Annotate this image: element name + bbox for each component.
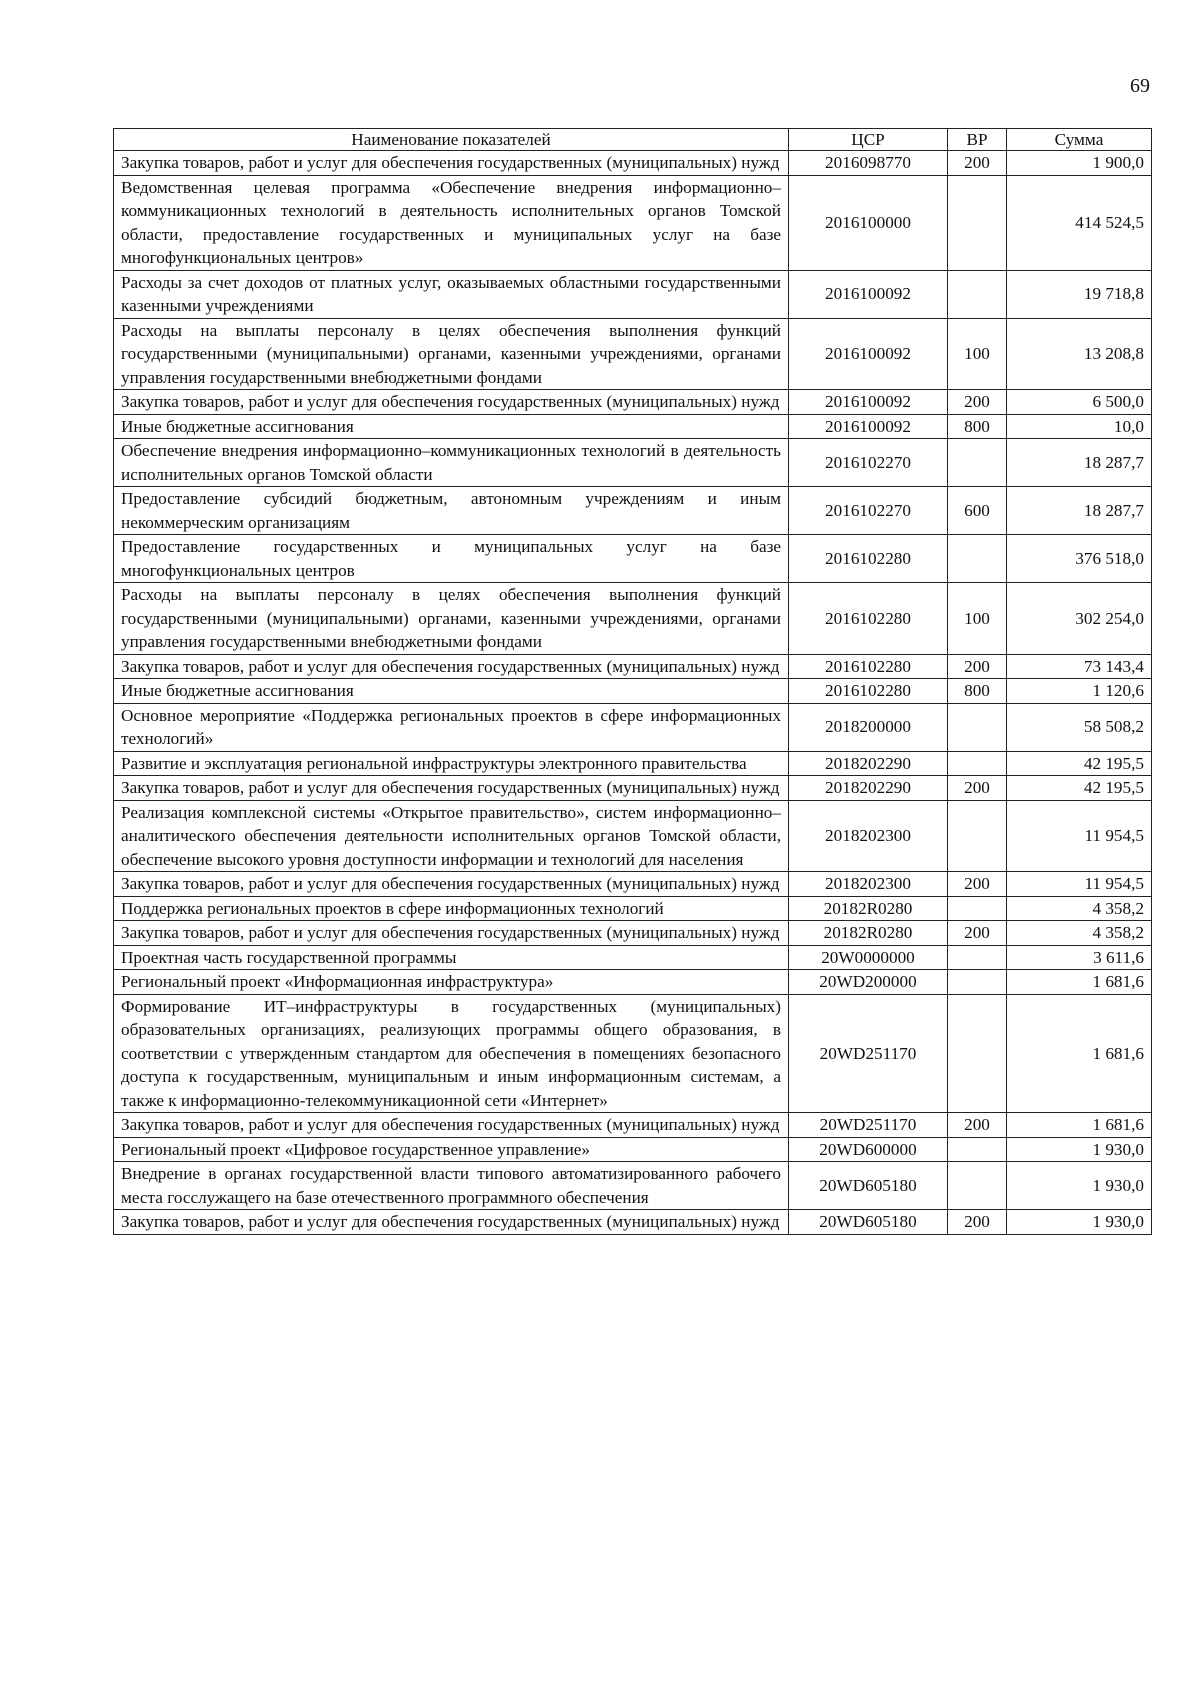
cell-csr: 2016098770 [789, 151, 948, 176]
cell-vr [948, 703, 1007, 751]
budget-table [113, 128, 1152, 1235]
cell-sum: 1 681,6 [1007, 1113, 1152, 1138]
table-row [114, 270, 1152, 318]
cell-vr [948, 994, 1007, 1113]
cell-vr: 100 [948, 318, 1007, 390]
table-row [114, 994, 1152, 1113]
table-row [114, 896, 1152, 921]
cell-name: Развитие и эксплуатация региональной инфраструктуры электронного правительства [114, 751, 789, 776]
cell-name: Внедрение в органах государственной власти типового автоматизированного рабочего места госслужащего на базе отечественного программного обеспечения [114, 1162, 789, 1210]
table-row [114, 800, 1152, 872]
cell-vr [948, 439, 1007, 487]
cell-sum: 11 954,5 [1007, 872, 1152, 897]
cell-csr: 2016102280 [789, 535, 948, 583]
table-row [114, 318, 1152, 390]
cell-csr: 20WD200000 [789, 970, 948, 995]
cell-csr: 2018202290 [789, 751, 948, 776]
table-row [114, 1162, 1152, 1210]
cell-csr: 2018202300 [789, 872, 948, 897]
cell-name: Поддержка региональных проектов в сфере информационных технологий [114, 896, 789, 921]
cell-sum: 1 930,0 [1007, 1162, 1152, 1210]
cell-sum: 3 611,6 [1007, 945, 1152, 970]
table-row [114, 583, 1152, 655]
table-row [114, 679, 1152, 704]
cell-csr: 20W0000000 [789, 945, 948, 970]
cell-csr: 2016102270 [789, 487, 948, 535]
cell-csr: 2016100092 [789, 270, 948, 318]
cell-name: Иные бюджетные ассигнования [114, 414, 789, 439]
cell-vr: 200 [948, 1210, 1007, 1235]
cell-sum: 19 718,8 [1007, 270, 1152, 318]
cell-sum: 4 358,2 [1007, 921, 1152, 946]
cell-csr: 20WD605180 [789, 1210, 948, 1235]
header-vr: ВР [948, 129, 1007, 151]
cell-sum: 42 195,5 [1007, 776, 1152, 801]
cell-vr: 200 [948, 654, 1007, 679]
table-row [114, 751, 1152, 776]
header-name: Наименование показателей [114, 129, 789, 151]
table-body [114, 151, 1152, 1235]
cell-sum: 1 681,6 [1007, 994, 1152, 1113]
cell-name: Закупка товаров, работ и услуг для обеспечения государственных (муниципальных) нужд [114, 776, 789, 801]
cell-vr [948, 1162, 1007, 1210]
table-row [114, 1113, 1152, 1138]
cell-name: Региональный проект «Цифровое государственное управление» [114, 1137, 789, 1162]
cell-csr: 20182R0280 [789, 921, 948, 946]
cell-name: Закупка товаров, работ и услуг для обеспечения государственных (муниципальных) нужд [114, 390, 789, 415]
cell-vr: 200 [948, 776, 1007, 801]
cell-vr: 800 [948, 679, 1007, 704]
cell-vr [948, 800, 1007, 872]
cell-csr: 2016102280 [789, 679, 948, 704]
cell-vr: 200 [948, 390, 1007, 415]
table-row [114, 872, 1152, 897]
cell-csr: 2018202290 [789, 776, 948, 801]
table-row [114, 776, 1152, 801]
table-row [114, 945, 1152, 970]
cell-vr [948, 1137, 1007, 1162]
header-sum: Сумма [1007, 129, 1152, 151]
table-row [114, 535, 1152, 583]
cell-sum: 1 120,6 [1007, 679, 1152, 704]
cell-name: Формирование ИТ–инфраструктуры в государственных (муниципальных) образовательных организациях, реализующих программы общего образования, в соответствии с утвержденным стандартом для обеспечения в помещениях безопасного доступа к государственным, муниципальным и иным информационным системам, а также к информационно-телекоммуникационной сети «Интернет» [114, 994, 789, 1113]
cell-csr: 2016102280 [789, 583, 948, 655]
cell-vr: 800 [948, 414, 1007, 439]
cell-vr: 200 [948, 1113, 1007, 1138]
table-row [114, 1137, 1152, 1162]
cell-sum: 1 681,6 [1007, 970, 1152, 995]
table-row [114, 654, 1152, 679]
cell-csr: 20WD251170 [789, 994, 948, 1113]
cell-sum: 13 208,8 [1007, 318, 1152, 390]
cell-sum: 414 524,5 [1007, 175, 1152, 270]
cell-name: Обеспечение внедрения информационно–коммуникационных технологий в деятельность исполнительных органов Томской области [114, 439, 789, 487]
cell-sum: 18 287,7 [1007, 487, 1152, 535]
cell-sum: 58 508,2 [1007, 703, 1152, 751]
cell-sum: 376 518,0 [1007, 535, 1152, 583]
cell-name: Проектная часть государственной программы [114, 945, 789, 970]
cell-csr: 20WD251170 [789, 1113, 948, 1138]
table-row [114, 151, 1152, 176]
cell-name: Закупка товаров, работ и услуг для обеспечения государственных (муниципальных) нужд [114, 1210, 789, 1235]
cell-csr: 2016100092 [789, 390, 948, 415]
cell-sum: 73 143,4 [1007, 654, 1152, 679]
cell-name: Ведомственная целевая программа «Обеспечение внедрения информационно–коммуникационных технологий в деятельность исполнительных органов Томской области, предоставление государственных и муниципальных услуг на базе многофункциональных центров» [114, 175, 789, 270]
cell-name: Расходы за счет доходов от платных услуг, оказываемых областными государственными казенными учреждениями [114, 270, 789, 318]
cell-name: Реализация комплексной системы «Открытое правительство», систем информационно–аналитического обеспечения деятельности исполнительных органов Томской области, обеспечение высокого уровня доступности информации и технологий для населения [114, 800, 789, 872]
cell-name: Региональный проект «Информационная инфраструктура» [114, 970, 789, 995]
table-row [114, 175, 1152, 270]
table-row [114, 1210, 1152, 1235]
cell-name: Расходы на выплаты персоналу в целях обеспечения выполнения функций государственными (муниципальными) органами, казенными учреждениями, органами управления государственными внебюджетными фондами [114, 583, 789, 655]
cell-sum: 6 500,0 [1007, 390, 1152, 415]
header-csr: ЦСР [789, 129, 948, 151]
cell-sum: 18 287,7 [1007, 439, 1152, 487]
cell-name: Закупка товаров, работ и услуг для обеспечения государственных (муниципальных) нужд [114, 1113, 789, 1138]
cell-name: Закупка товаров, работ и услуг для обеспечения государственных (муниципальных) нужд [114, 921, 789, 946]
cell-vr [948, 751, 1007, 776]
cell-vr: 200 [948, 151, 1007, 176]
header-row [114, 129, 1152, 151]
cell-sum: 11 954,5 [1007, 800, 1152, 872]
cell-csr: 20182R0280 [789, 896, 948, 921]
cell-csr: 2016100000 [789, 175, 948, 270]
cell-name: Закупка товаров, работ и услуг для обеспечения государственных (муниципальных) нужд [114, 654, 789, 679]
table-row [114, 439, 1152, 487]
cell-name: Закупка товаров, работ и услуг для обеспечения государственных (муниципальных) нужд [114, 872, 789, 897]
cell-sum: 302 254,0 [1007, 583, 1152, 655]
table-row [114, 487, 1152, 535]
table-row [114, 414, 1152, 439]
cell-sum: 10,0 [1007, 414, 1152, 439]
cell-vr: 600 [948, 487, 1007, 535]
cell-name: Иные бюджетные ассигнования [114, 679, 789, 704]
cell-sum: 4 358,2 [1007, 896, 1152, 921]
cell-name: Расходы на выплаты персоналу в целях обеспечения выполнения функций государственными (муниципальными) органами, казенными учреждениями, органами управления государственными внебюджетными фондами [114, 318, 789, 390]
cell-vr: 100 [948, 583, 1007, 655]
cell-vr [948, 270, 1007, 318]
page-number: 69 [1130, 75, 1150, 97]
cell-sum: 1 930,0 [1007, 1137, 1152, 1162]
cell-vr [948, 175, 1007, 270]
cell-sum: 1 900,0 [1007, 151, 1152, 176]
cell-vr: 200 [948, 921, 1007, 946]
table-row [114, 921, 1152, 946]
cell-name: Основное мероприятие «Поддержка региональных проектов в сфере информационных технологий» [114, 703, 789, 751]
cell-name: Закупка товаров, работ и услуг для обеспечения государственных (муниципальных) нужд [114, 151, 789, 176]
cell-csr: 20WD605180 [789, 1162, 948, 1210]
cell-sum: 1 930,0 [1007, 1210, 1152, 1235]
cell-name: Предоставление государственных и муниципальных услуг на базе многофункциональных центров [114, 535, 789, 583]
table-row [114, 970, 1152, 995]
cell-vr [948, 896, 1007, 921]
cell-vr: 200 [948, 872, 1007, 897]
cell-csr: 20WD600000 [789, 1137, 948, 1162]
cell-csr: 2016102280 [789, 654, 948, 679]
table-row [114, 703, 1152, 751]
cell-csr: 2016100092 [789, 414, 948, 439]
cell-vr [948, 945, 1007, 970]
cell-sum: 42 195,5 [1007, 751, 1152, 776]
cell-csr: 2016102270 [789, 439, 948, 487]
cell-name: Предоставление субсидий бюджетным, автономным учреждениям и иным некоммерческим организациям [114, 487, 789, 535]
cell-vr [948, 970, 1007, 995]
cell-csr: 2018202300 [789, 800, 948, 872]
cell-csr: 2016100092 [789, 318, 948, 390]
cell-vr [948, 535, 1007, 583]
table-header [114, 129, 1152, 151]
cell-csr: 2018200000 [789, 703, 948, 751]
table-row [114, 390, 1152, 415]
